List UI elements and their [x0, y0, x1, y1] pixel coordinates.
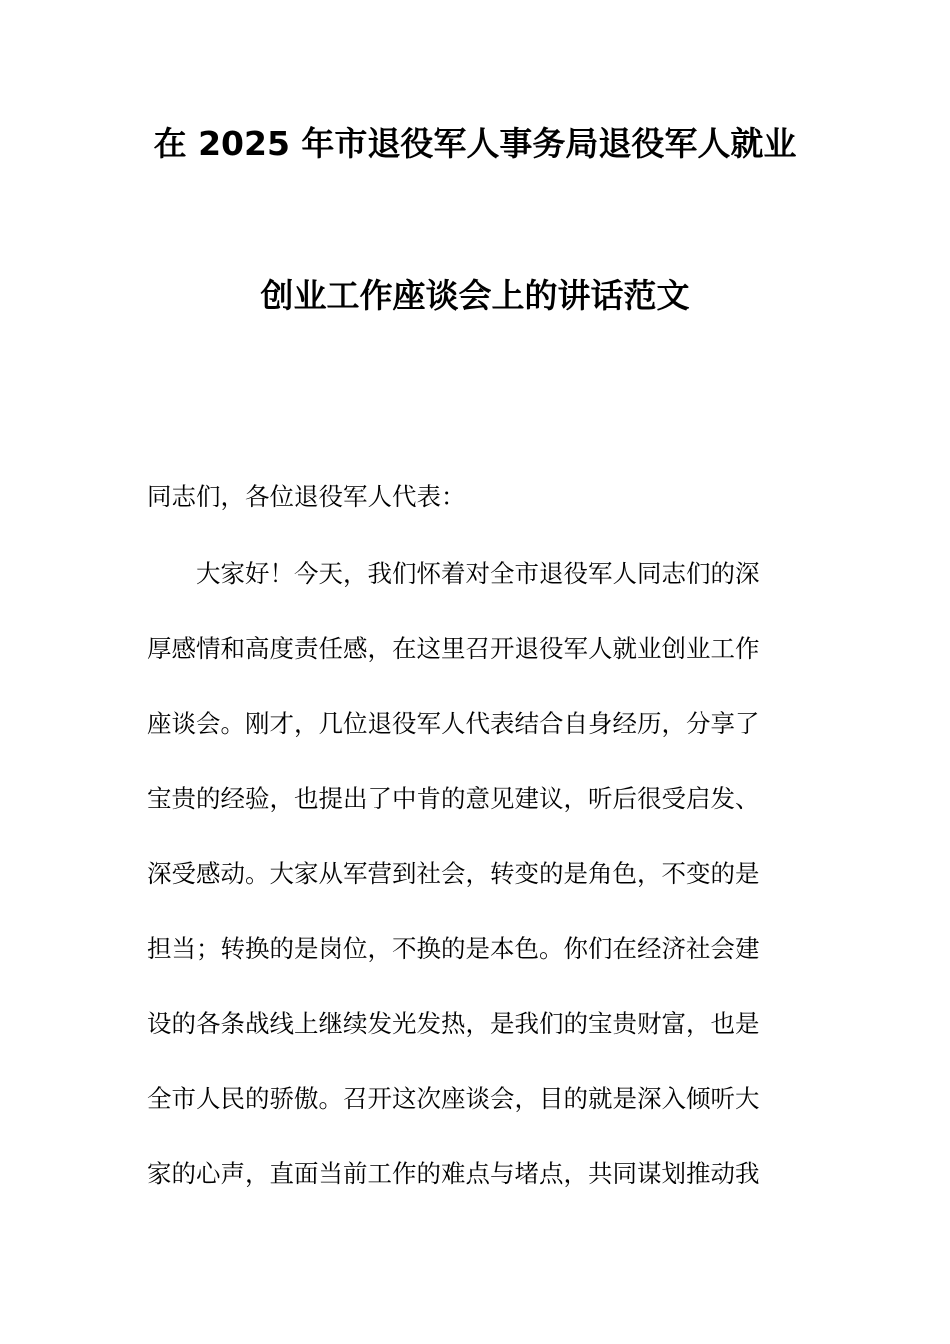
paragraph-line: 家的心声，直面当前工作的难点与堵点，共同谋划推动我	[147, 1159, 760, 1188]
salutation: 同志们，各位退役军人代表：	[147, 482, 466, 511]
paragraph-line: 深受感动。大家从军营到社会，转变的是角色，不变的是	[147, 859, 760, 888]
document-title-line-2: 创业工作座谈会上的讲话范文	[260, 276, 690, 315]
paragraph-line: 全市人民的骄傲。召开这次座谈会，目的就是深入倾听大	[147, 1084, 760, 1113]
paragraph-line: 设的各条战线上继续发光发热，是我们的宝贵财富，也是	[147, 1009, 760, 1038]
paragraph-line: 座谈会。刚才，几位退役军人代表结合自身经历，分享了	[147, 709, 760, 738]
paragraph-line: 大家好！今天，我们怀着对全市退役军人同志们的深	[196, 559, 760, 588]
paragraph-line: 宝贵的经验，也提出了中肯的意见建议，听后很受启发、	[147, 784, 760, 813]
paragraph-line: 担当；转换的是岗位，不换的是本色。你们在经济社会建	[147, 934, 760, 963]
document-title-line-1: 在 2025 年市退役军人事务局退役军人就业	[153, 124, 797, 163]
paragraph-line: 厚感情和高度责任感，在这里召开退役军人就业创业工作	[147, 634, 760, 663]
